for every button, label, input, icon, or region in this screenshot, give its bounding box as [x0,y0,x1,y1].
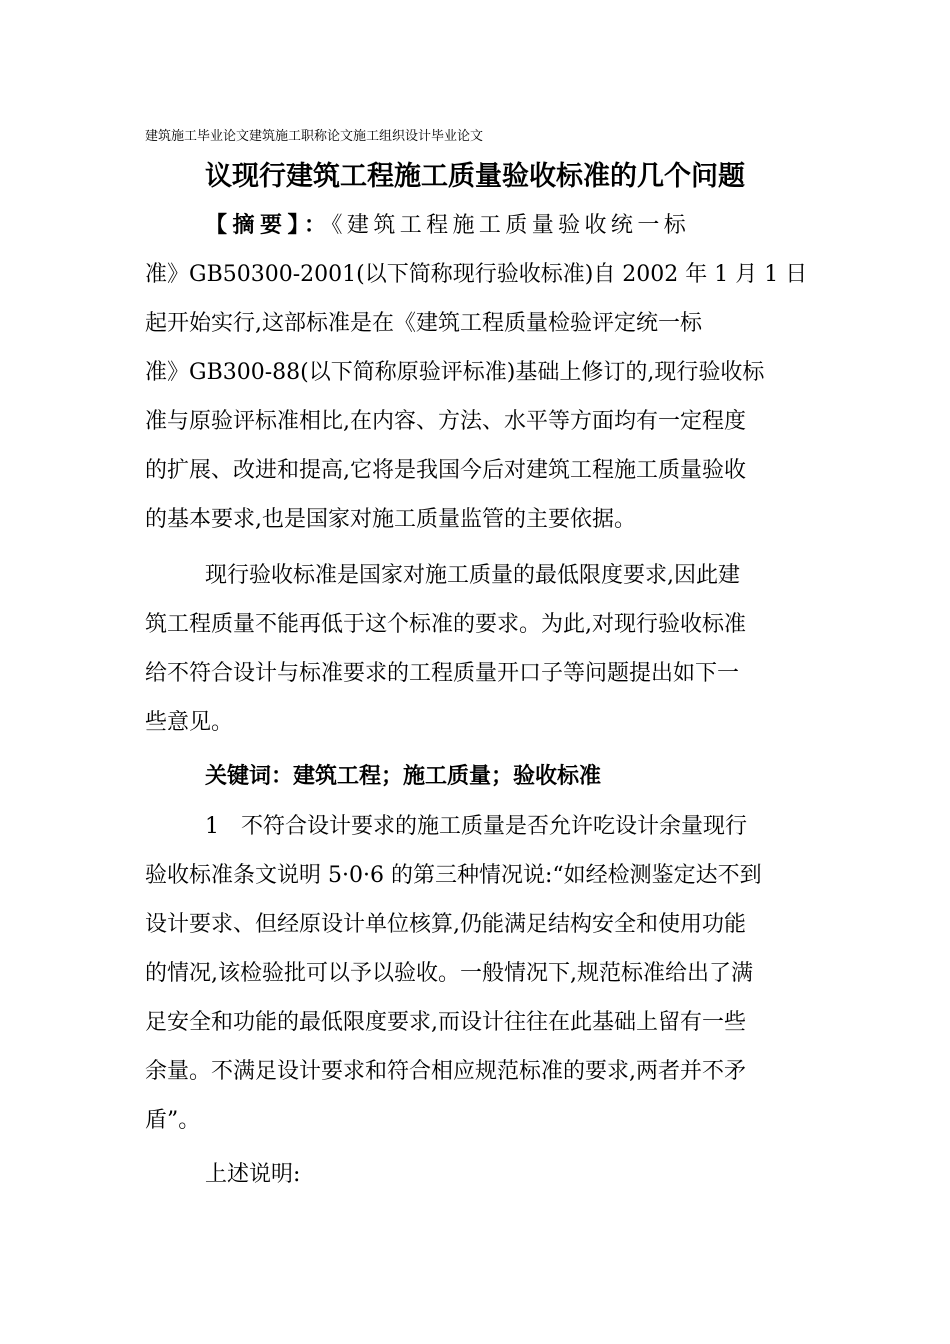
abstract-label: 【摘要】： [205,212,332,238]
document-title: 议现行建筑工程施工质量验收标准的几个问题 [205,161,745,192]
section-line: 验收标准条文说明 5·0·6 的第三种情况说:“如经检测鉴定达不到 [145,863,762,888]
section-line: 1 不符合设计要求的施工质量是否允许吃设计余量现行 [205,814,747,839]
paragraph-line: 给不符合设计与标准要求的工程质量开口子等问题提出如下一 [145,661,740,686]
abstract-first-line [145,201,805,250]
paragraph-line: 筑工程质量不能再低于这个标准的要求。为此,对现行验收标准 [145,612,746,637]
paragraph-line: 现行验收标准是国家对施工质量的最低限度要求,因此建 [205,563,740,588]
abstract-line: 准》GB50300-2001(以下简称现行验收标准)自 2002 年 1 月 1 日 [145,262,808,287]
keywords-line: 关键词：建筑工程；施工质量；验收标准 [205,763,602,789]
closing-line: 上述说明: [205,1162,301,1187]
abstract-section [145,201,808,544]
section-line: 的情况,该检验批可以予以验收。一般情况下,规范标准给出了满 [145,961,753,986]
abstract-line: 的扩展、改进和提高,它将是我国今后对建筑工程施工质量验收 [145,458,746,483]
abstract-line: 《建筑工程施工质量验收统一标 [331,213,691,238]
abstract-line: 的基本要求,也是国家对施工质量监管的主要依据。 [145,507,636,532]
section-line: 余量。不满足设计要求和符合相应规范标准的要求,两者并不矛 [145,1059,746,1084]
paragraph-line: 些意见。 [145,710,234,735]
section-line: 足安全和功能的最低限度要求,而设计往往在此基础上留有一些 [145,1010,746,1035]
section-1 [145,802,805,1145]
section-line: 盾”。 [145,1108,201,1133]
intro-paragraph [145,551,805,747]
running-header: 建筑施工毕业论文建筑施工职称论文施工组织设计毕业论文 [145,129,484,144]
abstract-line: 准》GB300-88(以下简称原验评标准)基础上修订的,现行验收标 [145,360,765,385]
section-line: 设计要求、但经原设计单位核算,仍能满足结构安全和使用功能 [145,912,746,937]
abstract-line: 起开始实行,这部标准是在《建筑工程质量检验评定统一标 [145,311,702,336]
abstract-line: 准与原验评标准相比,在内容、方法、水平等方面均有一定程度 [145,409,746,434]
